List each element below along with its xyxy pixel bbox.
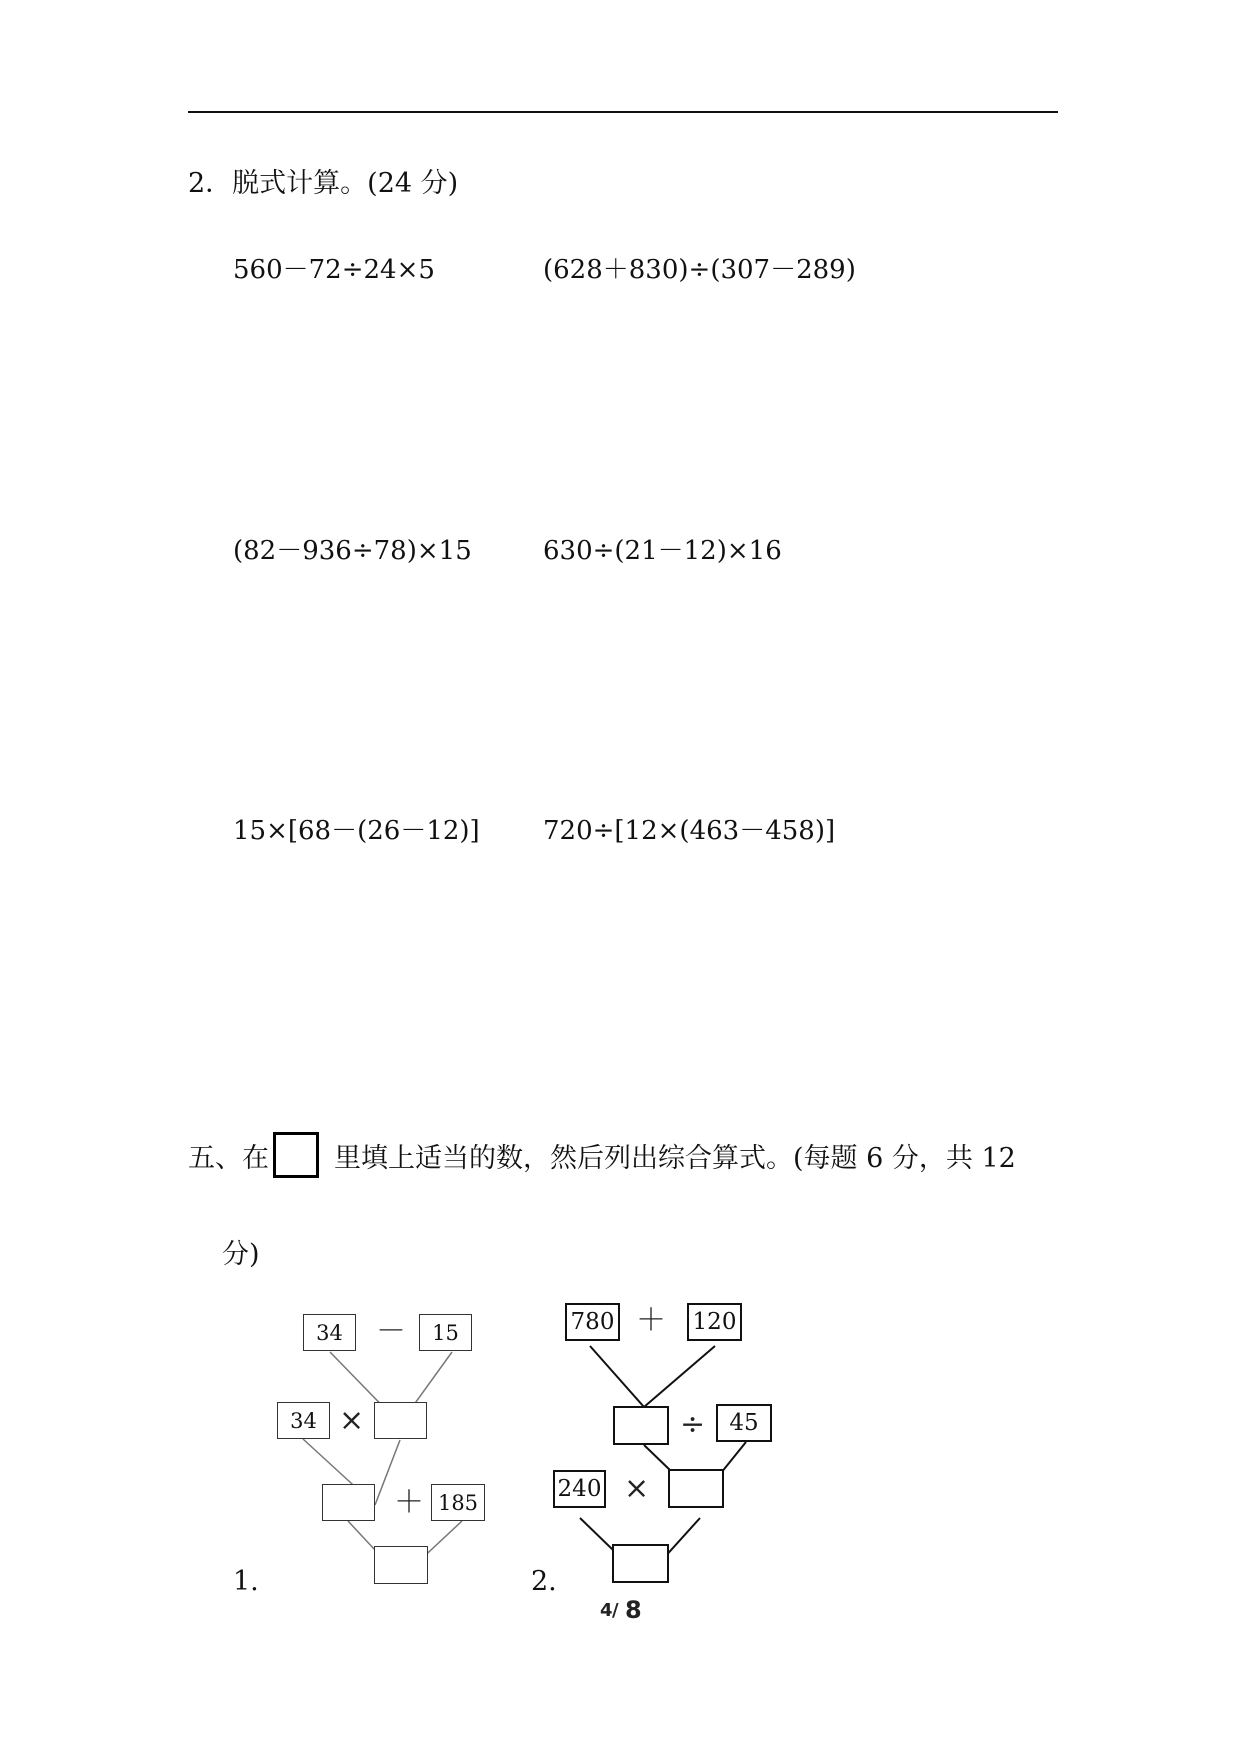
tree-1-label: 1. [233,1566,259,1597]
tree-1-mid-left-box: 34 [277,1402,330,1439]
tree-1-low-right-box: 185 [431,1484,485,1521]
problem-5: 15×[68－(26－12)] [233,816,480,846]
problem-2: (628＋830)÷(307－289) [543,255,856,285]
tree-2-low-operator: × [624,1471,650,1506]
tree-2-low-right-blank[interactable] [668,1469,724,1508]
tree-1-top-right-box: 15 [419,1314,472,1351]
problem-4: 630÷(21－12)×16 [543,536,782,566]
tree-1-mid-right-blank[interactable] [374,1402,427,1439]
tree-2-result-blank[interactable] [612,1544,669,1583]
tree-1-result-blank[interactable] [374,1546,428,1584]
section-2-heading: 2．脱式计算。(24 分) [188,168,459,199]
tree-2-top-right-box: 120 [687,1303,742,1341]
tree-2-mid-right-box: 45 [716,1404,772,1442]
tree-1-low-operator: ＋ [394,1485,424,1520]
tree-2-top-left-box: 780 [565,1303,620,1341]
tree-1-mid-operator: × [339,1403,365,1438]
tree-1-top-operator: － [376,1314,406,1349]
page-number-current: 4 [600,1600,613,1621]
tree-2-mid-left-blank[interactable] [613,1406,669,1445]
tree-1-top-left-box: 34 [303,1314,356,1351]
tree-2-label: 2. [531,1566,557,1597]
problem-3: (82－936÷78)×15 [233,536,472,566]
section-5-heading-cont: 分) [222,1239,260,1270]
page-number-separator: / [612,1600,619,1621]
page-number-total: 8 [625,1596,642,1624]
problem-6: 720÷[12×(463－458)] [543,816,836,846]
tree-1-low-left-blank[interactable] [322,1484,375,1521]
tree-2-low-left-box: 240 [553,1470,606,1508]
tree-2-top-operator: ＋ [636,1303,666,1338]
section-5-heading-start: 五、在 [188,1143,269,1174]
section-5-heading-rest: 里填上适当的数，然后列出综合算式。(每题 6 分，共 12 [334,1143,1016,1174]
tree-2-mid-operator: ÷ [680,1407,706,1442]
problem-1: 560－72÷24×5 [233,255,435,285]
